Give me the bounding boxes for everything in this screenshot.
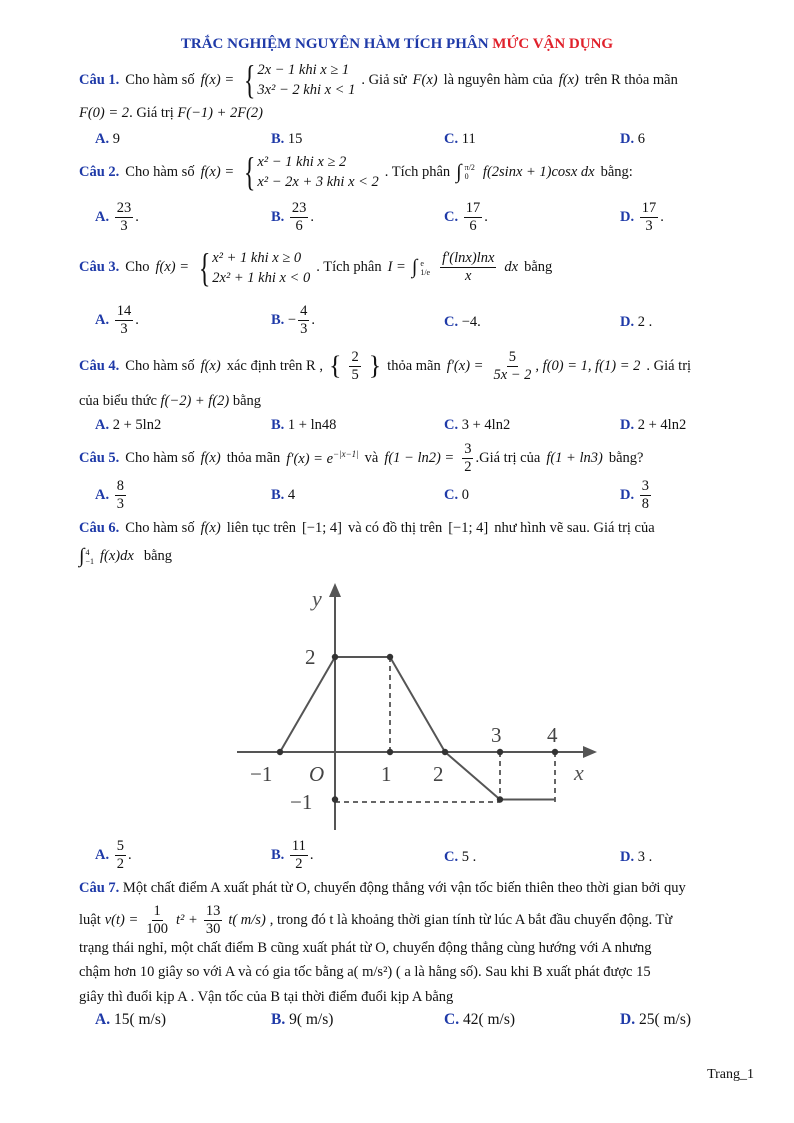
q7-t2: t² + — [176, 911, 198, 928]
option-letter: C. — [444, 208, 459, 225]
integral-sign: ∫ — [411, 256, 418, 278]
q1-expr: F(−1) + 2F(2) — [177, 105, 263, 121]
q3-upper: e — [420, 258, 424, 268]
q2-option-d[interactable]: D. $\frac{17}{3}$ . — [620, 200, 664, 234]
page-number: Trang_1 — [707, 1067, 754, 1082]
q6-option-d[interactable]: D. 3 . — [620, 849, 653, 865]
q3-lower: 1/e — [420, 267, 431, 277]
q3-case2: 2x² + 1 khi x < 0 — [212, 269, 311, 286]
q7-line4: chậm hơn 10 giây so với A và có gia tốc bằng a( m/s²) ( a là hằng số). Sau khi B xuất phát được 15 — [79, 964, 651, 980]
q5-fx: f(x) — [200, 449, 221, 466]
option-value: 2 + 5ln2 — [112, 417, 162, 433]
x-axis-label: x — [574, 760, 584, 785]
q7-frac2: $\frac{13}{30}$ — [205, 902, 221, 937]
q1-fx2: f(x) — [558, 71, 579, 88]
graph-point — [332, 654, 338, 660]
q2-piecewise: { x² − 1 khi x ≥ 2 x² − 2x + 3 khi x < 2 — [243, 149, 379, 194]
option-letter: B. — [271, 131, 285, 147]
q7-line2-b: , trong đó t là khoảng thời gian tính từ lúc A bắt đầu chuyển động. Từ — [269, 911, 673, 928]
integral-sign: ∫ — [456, 160, 462, 183]
option-value: −4 — [461, 314, 478, 330]
option-letter: C. — [444, 131, 459, 147]
x-tick-label: 1 — [381, 762, 392, 786]
graph-point — [277, 749, 283, 755]
q4-text-b: xác định trên R , — [226, 357, 323, 374]
q6-text-d: như hình vẽ sau. Giá trị của — [494, 520, 655, 536]
q5-cond: f(1 − ln2) = — [384, 449, 455, 466]
option-value: 4 — [287, 487, 296, 503]
question-7 — [79, 880, 686, 897]
q6-text-b: liên tục trên — [226, 520, 296, 536]
q7-line1: Một chất điểm A xuất phát từ O, chuyển động thẳng với vận tốc biến thiên theo thời gian bởi quy — [122, 880, 686, 896]
q1-label: Câu 1. — [79, 71, 120, 88]
set-brace-right: } — [368, 351, 382, 380]
option-letter: B. — [271, 846, 285, 863]
q6-line2 — [79, 545, 172, 568]
y-tick-label: −1 — [290, 790, 313, 814]
q5-text: Cho hàm số — [125, 449, 195, 466]
q1-Fx: F(x) — [412, 71, 438, 88]
option-letter: B. — [271, 208, 285, 225]
option-value: 6 — [637, 131, 645, 147]
y-axis-label: y — [312, 586, 322, 611]
q3-case1: x² + 1 khi x ≥ 0 — [212, 249, 302, 266]
q6-upper: 4 — [85, 547, 90, 557]
q4-set: $\frac{2}{5}$ — [351, 348, 359, 383]
q7-line2 — [79, 900, 672, 940]
graph-point — [387, 749, 393, 755]
q7-unit: t( m/s) — [228, 911, 266, 928]
q6-integrand: f(x)dx — [100, 548, 134, 564]
q1-case2: 3x² − 2 khi x < 1 — [257, 82, 356, 98]
graph-point — [332, 796, 338, 802]
q6-option-b[interactable]: B. $\frac{11}{2}$ . — [271, 838, 314, 872]
q4-option-a[interactable] — [95, 417, 161, 434]
option-fraction: $\frac{23}{3}$ — [116, 200, 132, 234]
question-6 — [79, 520, 655, 537]
option-letter: A. — [95, 417, 110, 433]
q2-integrand: f(2sinx + 1)cosx dx — [482, 163, 595, 180]
q5-text-e: bằng? — [608, 449, 644, 466]
q3-option-b[interactable]: B. − $\frac{4}{3}$ . — [271, 303, 315, 337]
set-brace-left: { — [328, 351, 342, 380]
graph-point — [497, 749, 503, 755]
q7-line2-a: luật — [79, 911, 101, 928]
q2-text-b: . Tích phân — [384, 163, 451, 180]
option-letter: D. — [620, 208, 635, 225]
q1-option-d[interactable] — [620, 131, 645, 148]
q3-option-c[interactable]: C. −4. — [444, 314, 481, 330]
q5-expr: f(1 + ln3) — [546, 449, 603, 466]
function-graph — [225, 578, 605, 833]
q4-line2 — [79, 393, 261, 410]
q3-fx: f(x) = — [155, 259, 189, 275]
option-fraction: $\frac{14}{3}$ — [116, 303, 132, 337]
question-3 — [79, 245, 552, 290]
q7-option-b[interactable] — [271, 1011, 333, 1029]
option-letter: A. — [95, 846, 110, 863]
q3-limits — [420, 259, 430, 277]
option-value: 9( m/s) — [289, 1011, 334, 1028]
q6-lower: −1 — [85, 556, 94, 566]
option-value: 9 — [112, 131, 120, 147]
option-value: 2 + 4ln2 — [637, 417, 687, 433]
graph-point — [442, 749, 448, 755]
integral-sign: ∫ — [79, 545, 85, 567]
title-highlight: MỨC VẬN DỤNG — [492, 36, 614, 52]
q6-fx: f(x) — [200, 520, 221, 536]
option-letter: B. — [271, 417, 285, 433]
q1-line2 — [79, 105, 263, 122]
q5-text-d: .Giá trị của — [475, 449, 541, 466]
q7-option-c[interactable] — [444, 1011, 515, 1029]
q1-fx: f(x) = — [200, 71, 235, 88]
q3-I: I = — [387, 259, 406, 275]
option-letter: C. — [444, 417, 459, 433]
q4-option-c[interactable] — [444, 417, 510, 434]
q6-text-c: và có đồ thị trên — [347, 520, 443, 536]
q7-frac1: $\frac{1}{100}$ — [146, 902, 169, 937]
x-tick-label: 4 — [547, 723, 558, 747]
option-letter: C. — [444, 1011, 460, 1028]
option-fraction: $\frac{11}{2}$ — [291, 838, 306, 872]
q1-piecewise: { 2x − 1 khi x ≥ 1 3x² − 2 khi x < 1 — [243, 57, 356, 102]
origin-label: O — [309, 762, 325, 786]
option-letter: A. — [95, 208, 110, 225]
q5-deriv: $f'(x) = e^{-|x-1|}$ — [286, 448, 359, 467]
q1-text-c: là nguyên hàm của — [443, 71, 553, 88]
q6-interval: [−1; 4] — [301, 520, 342, 536]
q1-option-c[interactable] — [444, 131, 476, 148]
graph-point — [387, 654, 393, 660]
q1-text-e: . Giá trị — [129, 105, 174, 121]
q2-option-b[interactable]: B. $\frac{23}{6}$ . — [271, 200, 315, 234]
q3-text: Cho — [125, 259, 150, 275]
x-tick-label: −1 — [250, 762, 273, 786]
option-letter: A. — [95, 131, 110, 147]
q1-option-a[interactable] — [95, 131, 120, 148]
q3-label: Câu 3. — [79, 259, 120, 275]
q6-interval-2: [−1; 4] — [448, 520, 489, 536]
q2-case1: x² − 1 khi x ≥ 2 — [257, 154, 347, 170]
q2-upper: π/2 — [464, 163, 475, 172]
q4-option-d[interactable] — [620, 417, 686, 434]
y-axis-arrow — [329, 583, 341, 597]
option-letter: C. — [444, 849, 459, 865]
q2-case2: x² − 2x + 3 khi x < 2 — [257, 174, 379, 190]
q4-option-b[interactable] — [271, 417, 336, 434]
question-1 — [79, 57, 678, 102]
q5-option-a[interactable] — [95, 478, 128, 513]
q7-option-d[interactable] — [620, 1011, 691, 1029]
q4-label: Câu 4. — [79, 357, 120, 374]
q5-text-c: và — [364, 449, 379, 466]
q6-option-a[interactable]: A. $\frac{5}{2}$ . — [95, 838, 132, 872]
page-title: TRẮC NGHIỆM NGUYÊN HÀM TÍCH PHÂN MỨC VẬN DỤNG — [180, 36, 614, 52]
q3-text-b: . Tích phân — [316, 259, 382, 275]
q2-text-c: bằng: — [600, 163, 633, 180]
option-value: 2 — [637, 314, 645, 330]
q7-line3: trạng thái nghỉ, một chất điểm B cũng xuất phát từ O, chuyển động thẳng cùng hướng với A nhưng — [79, 940, 652, 956]
question-5 — [79, 438, 643, 478]
option-letter: B. — [271, 1011, 286, 1028]
q6-label: Câu 6. — [79, 520, 120, 536]
q4-cond: , f(0) = 1, f(1) = 2 — [535, 357, 641, 374]
q5-option-c[interactable] — [444, 487, 469, 504]
q3-option-d[interactable]: D. 2 . — [620, 314, 653, 330]
option-letter: B. — [271, 311, 285, 328]
option-letter: C. — [444, 487, 459, 503]
q6-limits — [85, 548, 94, 566]
q4-deriv-frac: $\frac{5}{5x - 2}$ — [493, 348, 532, 383]
q2-fx: f(x) = — [200, 163, 235, 180]
option-value: 42( m/s) — [462, 1011, 516, 1028]
q5-label: Câu 5. — [79, 449, 120, 466]
option-fraction: $\frac{17}{3}$ — [641, 200, 657, 234]
q1-text: Cho hàm số — [125, 71, 195, 88]
option-letter: D. — [620, 1011, 636, 1028]
q1-cond: F(0) = 2 — [79, 105, 130, 121]
q4-line2-b: bằng — [232, 393, 262, 409]
q6-text-e: bằng — [143, 548, 172, 564]
option-letter: D. — [620, 486, 635, 503]
option-fraction: $\frac{3}{8}$ — [641, 478, 649, 512]
q1-text-d: trên R thỏa mãn — [584, 71, 678, 88]
option-value: 25( m/s) — [638, 1011, 692, 1028]
option-value: 1 + ln48 — [287, 417, 337, 433]
q2-option-a[interactable]: A. $\frac{23}{3}$ . — [95, 200, 139, 234]
q3-dx: dx — [504, 259, 519, 275]
option-fraction: $\frac{4}{3}$ — [300, 303, 308, 337]
q4-expr: f(−2) + f(2) — [160, 393, 230, 409]
option-letter: A. — [95, 486, 110, 503]
q2-lower: 0 — [464, 172, 469, 181]
q7-v: v(t) = — [104, 911, 139, 928]
q4-text-d: . Giá trị — [646, 357, 692, 374]
graph-point — [497, 796, 503, 802]
q1-text-b: . Giả sử — [361, 71, 407, 88]
option-fraction: $\frac{5}{2}$ — [116, 838, 124, 872]
option-letter: A. — [95, 311, 110, 328]
option-value: 15 — [287, 131, 303, 147]
option-sign: − — [287, 311, 297, 328]
q4-line2-text: của biểu thức — [79, 393, 157, 409]
option-letter: D. — [620, 131, 635, 147]
x-tick-label: 3 — [491, 723, 502, 747]
q6-text: Cho hàm số — [125, 520, 195, 536]
option-letter: D. — [620, 314, 635, 330]
option-letter: B. — [271, 487, 285, 503]
q5-option-d[interactable] — [620, 478, 653, 513]
q2-option-c[interactable]: C. $\frac{17}{6}$ . — [444, 200, 488, 234]
x-tick-label: 2 — [433, 762, 444, 786]
option-value: 11 — [461, 131, 476, 147]
option-value: 15( m/s) — [113, 1011, 167, 1028]
option-letter: D. — [620, 417, 635, 433]
question-2 — [79, 149, 633, 194]
q7-line5: giây thì đuổi kịp A . Vận tốc của B tại thời điểm đuổi kịp A bằng — [79, 989, 454, 1005]
q5-option-b[interactable] — [271, 487, 295, 504]
q4-fx: f(x) — [200, 357, 221, 374]
q4-deriv: f′(x) = — [446, 357, 484, 374]
q3-option-a[interactable]: A. $\frac{14}{3}$ . — [95, 303, 139, 337]
option-letter: D. — [620, 849, 635, 865]
q3-integrand: $\frac{f'(\ln x)\ln x}{x}$ — [442, 250, 495, 284]
q2-limits — [465, 163, 475, 181]
option-value: 3 + 4ln2 — [461, 417, 511, 433]
q6-option-c[interactable]: C. 5 . — [444, 849, 477, 865]
option-value: 5 — [461, 849, 469, 865]
q4-text: Cho hàm số — [125, 357, 195, 374]
q7-label: Câu 7. — [79, 880, 120, 896]
q7-option-a[interactable] — [95, 1011, 166, 1029]
y-tick-label: 2 — [305, 645, 316, 669]
option-value: 0 — [461, 487, 469, 503]
q3-text-c: bằng — [524, 259, 553, 275]
q5-cond-frac: $\frac{3}{2}$ — [464, 440, 472, 475]
q3-piecewise: { x² + 1 khi x ≥ 0 2x² + 1 khi x < 0 — [198, 244, 311, 290]
q1-case1: 2x − 1 khi x ≥ 1 — [257, 62, 350, 78]
q2-label: Câu 2. — [79, 163, 120, 180]
question-4 — [79, 344, 691, 388]
q2-text: Cho hàm số — [125, 163, 195, 180]
x-axis-arrow — [583, 746, 597, 758]
option-letter: C. — [444, 314, 459, 330]
option-fraction: $\frac{17}{6}$ — [465, 200, 481, 234]
q4-text-c: thỏa mãn — [387, 357, 441, 374]
graph-point — [552, 749, 558, 755]
option-fraction: $\frac{8}{3}$ — [116, 478, 124, 512]
option-value: 3 — [637, 849, 645, 865]
option-letter: A. — [95, 1011, 111, 1028]
q1-option-b[interactable] — [271, 131, 302, 148]
option-fraction: $\frac{23}{6}$ — [291, 200, 307, 234]
q5-text-b: thỏa mãn — [226, 449, 281, 466]
